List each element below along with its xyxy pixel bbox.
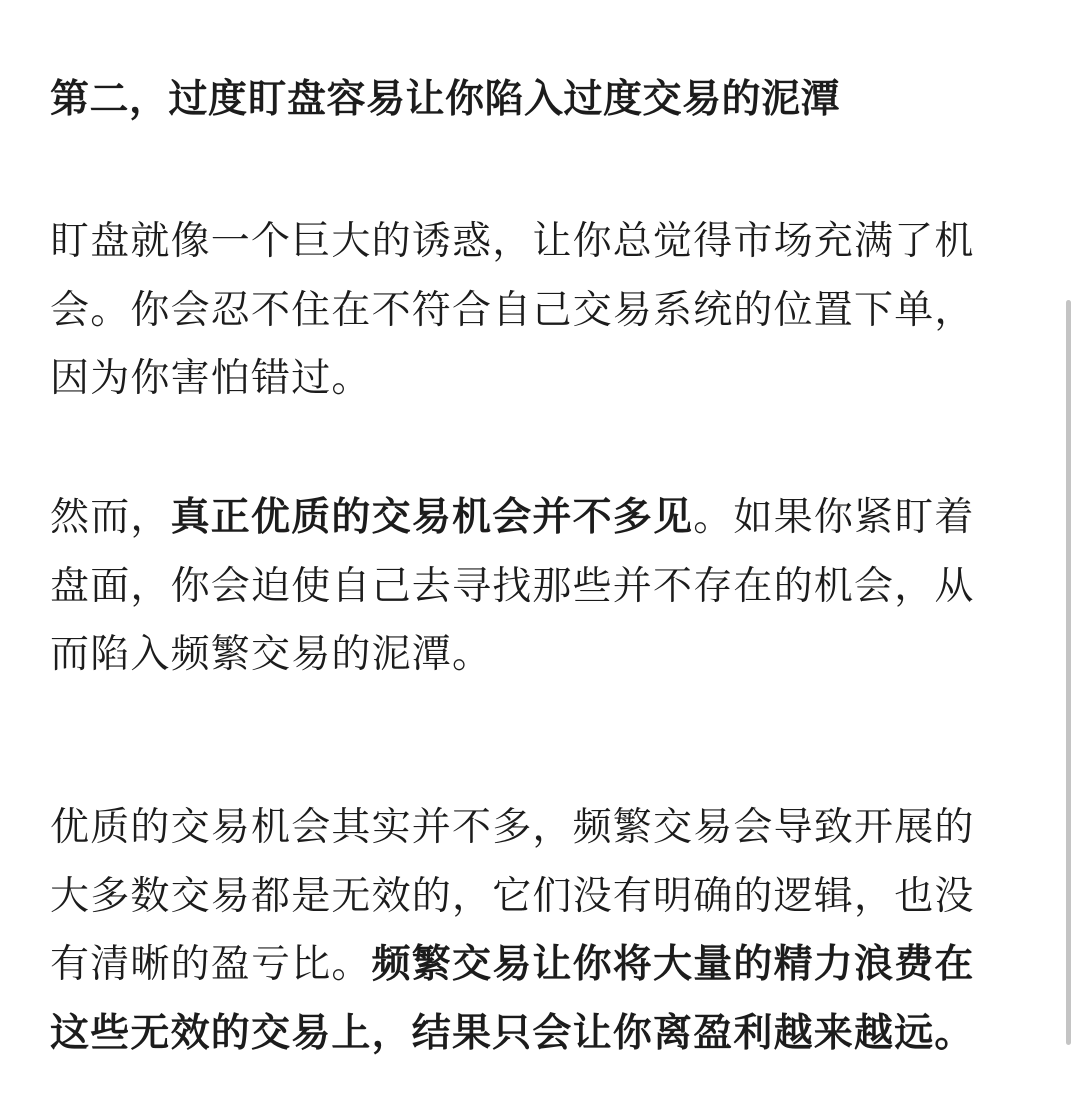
paragraph-3-line-3 — [50, 931, 975, 1000]
paragraph-3-line-3-start: 有清晰的盈亏比。 — [50, 942, 372, 988]
paragraph-2-line-1 — [50, 484, 975, 553]
paragraph-2 — [50, 484, 975, 690]
paragraph-3 — [50, 794, 975, 1069]
paragraph-2-line-3: 而陷入频繁交易的泥潭。 — [50, 632, 493, 678]
section-heading: 第二，过度盯盘容易让你陷入过度交易的泥潭 — [50, 77, 841, 122]
paragraph-3-emphasis-2: 这些无效的交易上，结果只会让你离盈利越来越远。 — [50, 1011, 975, 1057]
article-body — [50, 58, 1010, 1057]
paragraph-1-line-3: 因为你害怕错过。 — [50, 356, 372, 402]
vertical-scrollbar[interactable] — [1066, 300, 1071, 1045]
paragraph-2-line-2: 盘面，你会迫使自己去寻找那些并不存在的机会，从 — [50, 563, 975, 609]
paragraph-1-line-2: 会。你会忍不住在不符合自己交易系统的位置下单， — [50, 287, 975, 333]
paragraph-2-emphasis: 真正优质的交易机会并不多见 — [170, 495, 694, 540]
paragraph-1-line-1: 盯盘就像一个巨大的诱惑，让你总觉得市场充满了机 — [50, 219, 975, 264]
paragraph-3-emphasis-1: 频繁交易让你将大量的精力浪费在 — [371, 942, 975, 988]
paragraph-1 — [50, 208, 975, 414]
paragraph-2-line-1-end: 。如果你紧盯着 — [693, 495, 975, 540]
paragraph-3-line-1: 优质的交易机会其实并不多，频繁交易会导致开展的 — [50, 805, 975, 850]
paragraph-2-line-1-start: 然而， — [50, 495, 171, 540]
paragraph-3-line-2: 大多数交易都是无效的，它们没有明确的逻辑，也没 — [50, 873, 975, 919]
